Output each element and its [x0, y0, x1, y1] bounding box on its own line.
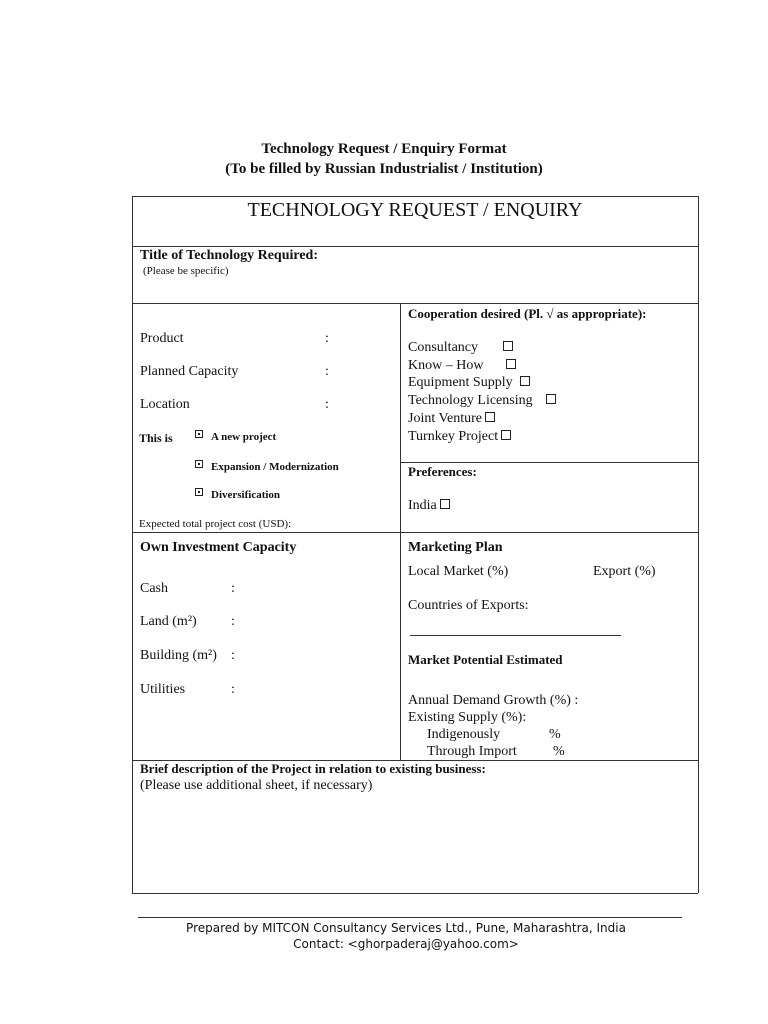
description-label: Brief description of the Project in relation to existing business:	[140, 761, 486, 776]
countries-label: Countries of Exports:	[408, 598, 529, 613]
bullet-icon	[195, 488, 203, 496]
through-import-percent: %	[553, 744, 565, 759]
cooperation-label: Cooperation desired (Pl. √ as appropriate):	[408, 306, 647, 321]
checkbox-icon[interactable]	[440, 499, 450, 509]
product-field[interactable]	[335, 329, 395, 347]
checkbox-icon[interactable]	[501, 430, 511, 440]
capacity-colon: :	[325, 364, 329, 379]
option-new-project[interactable]: A new project	[195, 431, 276, 443]
demand-growth-label: Annual Demand Growth (%) :	[408, 693, 579, 708]
land-label: Land (m²)	[140, 614, 197, 629]
building-label: Building (m²)	[140, 648, 217, 663]
option-expansion[interactable]: Expansion / Modernization	[195, 461, 339, 473]
coop-know-how[interactable]: Know – How	[408, 358, 516, 374]
option-diversification[interactable]: Diversification	[195, 489, 280, 501]
utilities-colon: :	[231, 682, 235, 697]
this-is-label: This is	[139, 431, 173, 445]
preference-india[interactable]: India	[408, 498, 450, 514]
location-colon: :	[325, 397, 329, 412]
form-heading: TECHNOLOGY REQUEST / ENQUIRY	[247, 199, 583, 221]
land-colon: :	[231, 614, 235, 629]
description-field[interactable]	[138, 798, 692, 888]
building-colon: :	[231, 648, 235, 663]
capacity-field[interactable]	[335, 362, 395, 380]
investment-label: Own Investment Capacity	[140, 540, 297, 555]
coop-equipment-supply[interactable]: Equipment Supply	[408, 375, 530, 391]
coop-technology-licensing[interactable]: Technology Licensing	[408, 393, 556, 409]
cash-colon: :	[231, 581, 235, 596]
export-label: Export (%)	[593, 564, 656, 579]
coop-turnkey-project[interactable]: Turnkey Project	[408, 429, 511, 445]
footer-rule	[138, 917, 682, 918]
product-colon: :	[325, 331, 329, 346]
cash-field[interactable]	[242, 579, 392, 597]
indigenously-label: Indigenously	[427, 727, 501, 742]
description-note: (Please use additional sheet, if necessary)	[140, 778, 373, 793]
coop-consultancy[interactable]: Consultancy	[408, 340, 513, 356]
product-label: Product	[140, 331, 184, 346]
land-field[interactable]	[242, 612, 392, 630]
market-potential-label: Market Potential Estimated	[408, 652, 563, 667]
checkbox-icon[interactable]	[503, 341, 513, 351]
location-label: Location	[140, 397, 190, 412]
capacity-label: Planned Capacity	[140, 364, 239, 379]
preferences-label: Preferences:	[408, 464, 477, 479]
bullet-icon	[195, 430, 203, 438]
tech-title-label: Title of Technology Required:	[140, 248, 319, 263]
document-subtitle: (To be filled by Russian Industrialist / Institution)	[225, 161, 543, 177]
footer-prepared: Prepared by MITCON Consultancy Services Ltd., Pune, Maharashtra, India	[186, 921, 626, 935]
indigenously-percent: %	[549, 727, 561, 742]
utilities-field[interactable]	[242, 680, 392, 698]
checkbox-icon[interactable]	[546, 394, 556, 404]
checkbox-icon[interactable]	[520, 376, 530, 386]
tech-title-note: (Please be specific)	[143, 265, 229, 277]
existing-supply-label: Existing Supply (%):	[408, 710, 527, 725]
marketing-label: Marketing Plan	[408, 540, 503, 555]
footer-contact: Contact: <ghorpaderaj@yahoo.com>	[293, 937, 519, 951]
cash-label: Cash	[140, 581, 168, 596]
tech-title-field[interactable]	[140, 282, 690, 300]
coop-joint-venture[interactable]: Joint Venture	[408, 411, 495, 427]
building-field[interactable]	[242, 646, 392, 664]
checkbox-icon[interactable]	[506, 359, 516, 369]
utilities-label: Utilities	[140, 682, 186, 697]
through-import-label: Through Import	[427, 744, 517, 759]
location-field[interactable]	[335, 395, 395, 413]
document-title: Technology Request / Enquiry Format	[261, 141, 507, 157]
local-market-label: Local Market (%)	[408, 564, 509, 579]
bullet-icon	[195, 460, 203, 468]
project-cost-label: Expected total project cost (USD):	[139, 518, 292, 530]
checkbox-icon[interactable]	[485, 412, 495, 422]
countries-field-line[interactable]	[410, 635, 621, 636]
